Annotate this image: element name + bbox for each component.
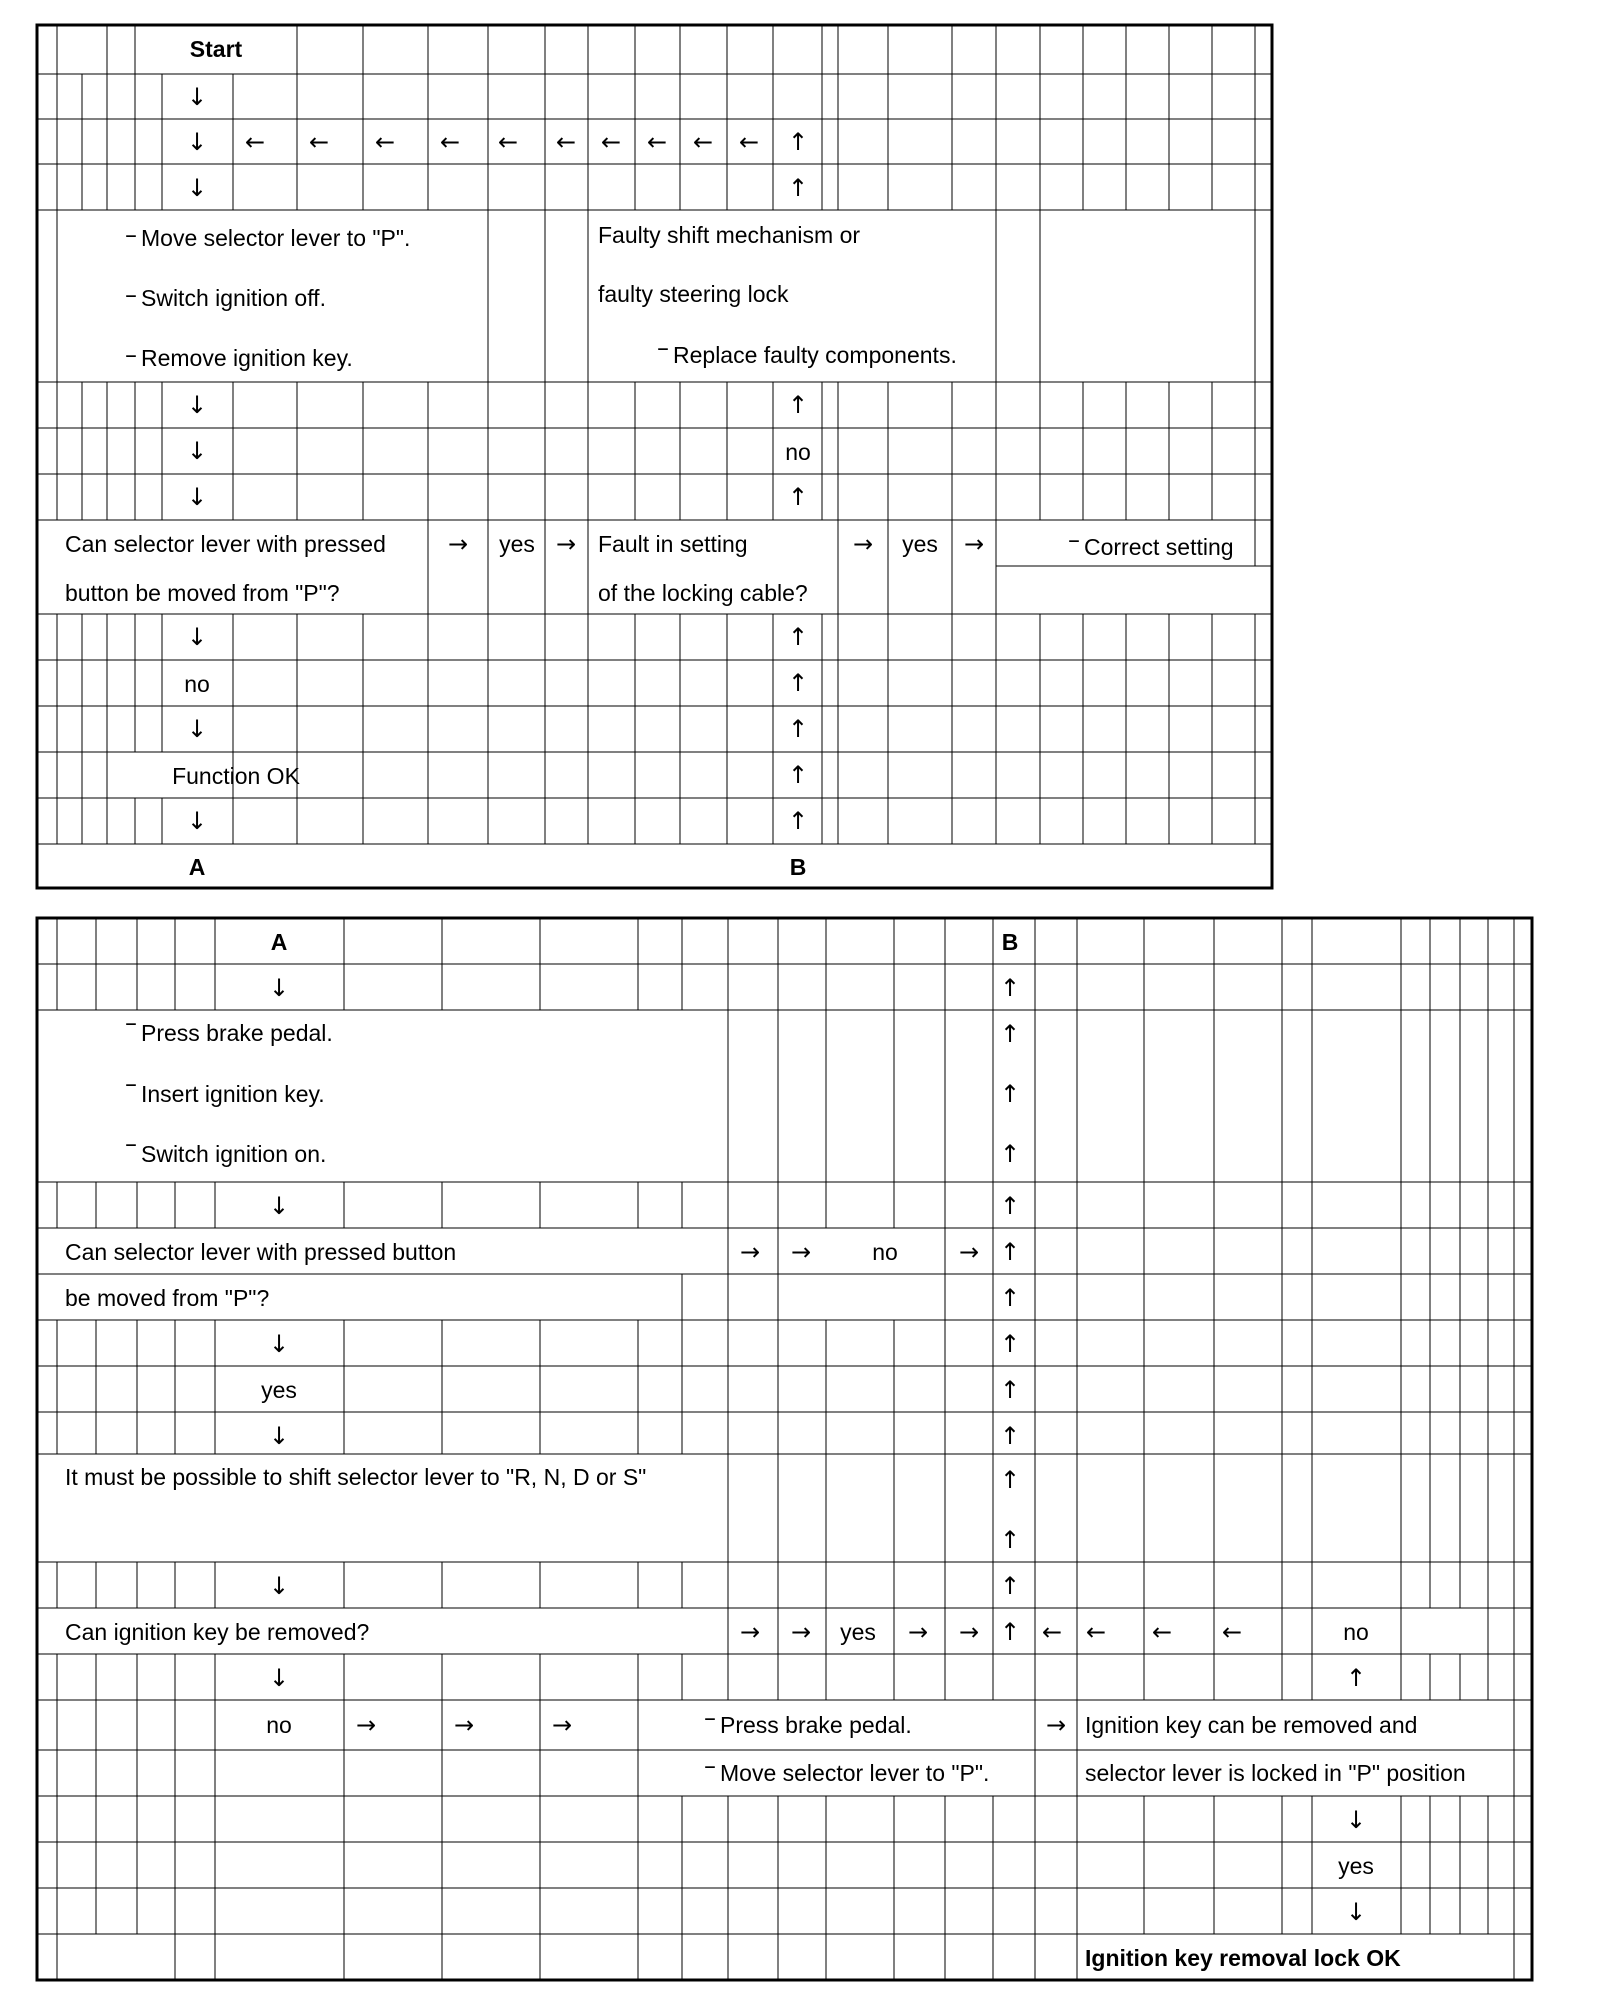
flowchart-top-content — [65, 36, 1234, 880]
arrow-up-icon: ↑ — [999, 1238, 1021, 1266]
arrow-up-icon: ↑ — [999, 1618, 1021, 1646]
arrow-right-icon: → — [790, 1238, 812, 1266]
arrow-left-icon: ← — [646, 128, 668, 156]
bullet-dash-icon: – — [125, 1009, 137, 1037]
arrow-up-icon: ↑ — [999, 1376, 1021, 1404]
no-label: no — [785, 439, 811, 465]
step-ignition-on: Switch ignition on. — [141, 1141, 327, 1167]
function-ok: Function OK — [172, 763, 300, 789]
arrow-down-icon: ↓ — [186, 83, 208, 111]
arrow-down-icon: ↓ — [186, 623, 208, 651]
connector-b: B — [1001, 929, 1019, 955]
arrow-down-icon: ↓ — [268, 1330, 290, 1358]
bullet-dash-icon: – — [125, 221, 137, 249]
arrow-up-icon: ↑ — [787, 128, 809, 156]
arrow-down-icon: ↓ — [186, 715, 208, 743]
arrow-down-icon: ↓ — [186, 391, 208, 419]
arrow-left-icon: ← — [1041, 1618, 1063, 1646]
connector-a: A — [188, 854, 206, 880]
arrow-left-icon: ← — [374, 128, 396, 156]
arrow-up-icon: ↑ — [999, 1466, 1021, 1494]
bullet-dash-icon: – — [704, 1704, 716, 1732]
step2-press-brake: Press brake pedal. — [720, 1712, 912, 1738]
arrow-right-icon: → — [958, 1618, 980, 1646]
step2-move-selector: Move selector lever to "P". — [720, 1760, 990, 1786]
yes-label: yes — [902, 531, 938, 557]
arrow-left-icon: ← — [555, 128, 577, 156]
arrow-left-icon: ← — [1085, 1618, 1107, 1646]
arrow-up-icon: ↑ — [999, 1526, 1021, 1554]
question1-line2: button be moved from "P"? — [65, 580, 340, 606]
question2-line2: of the locking cable? — [598, 580, 808, 606]
arrow-up-icon: ↑ — [787, 669, 809, 697]
arrow-right-icon: → — [1045, 1711, 1067, 1739]
arrow-down-icon: ↓ — [1345, 1806, 1367, 1834]
bullet-dash-icon: – — [125, 1130, 137, 1158]
arrow-right-icon: → — [790, 1618, 812, 1646]
arrow-right-icon: → — [739, 1618, 761, 1646]
arrow-down-icon: ↓ — [186, 483, 208, 511]
bullet-dash-icon: – — [657, 334, 669, 362]
arrow-left-icon: ← — [1151, 1618, 1173, 1646]
arrow-right-icon: → — [453, 1711, 475, 1739]
arrow-up-icon: ↑ — [999, 1140, 1021, 1168]
start-label: Start — [189, 36, 243, 62]
arrow-right-icon: → — [852, 530, 874, 558]
no-label: no — [872, 1239, 898, 1265]
no-label: no — [1343, 1619, 1369, 1645]
step-insert-key: Insert ignition key. — [141, 1081, 325, 1107]
fault-text-2: faulty steering lock — [598, 281, 789, 307]
fault-action: Replace faulty components. — [673, 342, 957, 368]
step-press-brake: Press brake pedal. — [141, 1020, 333, 1046]
question1-line2: be moved from "P"? — [65, 1285, 270, 1311]
yes-label: yes — [1338, 1853, 1374, 1879]
step-switch-ignition-off: Switch ignition off. — [141, 285, 326, 311]
yes-label: yes — [840, 1619, 876, 1645]
shift-text: It must be possible to shift selector lever to "R, N, D or S" — [65, 1464, 647, 1490]
arrow-down-icon: ↓ — [268, 1192, 290, 1220]
arrow-left-icon: ← — [497, 128, 519, 156]
arrow-up-icon: ↑ — [999, 1572, 1021, 1600]
result-line1: Ignition key can be removed and — [1085, 1712, 1418, 1738]
arrow-up-icon: ↑ — [787, 715, 809, 743]
arrow-down-icon: ↓ — [186, 807, 208, 835]
arrow-up-icon: ↑ — [999, 1422, 1021, 1450]
arrow-right-icon: → — [963, 530, 985, 558]
result-line2: selector lever is locked in "P" position — [1085, 1760, 1466, 1786]
question1-line1: Can selector lever with pressed button — [65, 1239, 457, 1265]
arrow-left-icon: ← — [738, 128, 760, 156]
no-label: no — [266, 1712, 292, 1738]
arrow-right-icon: → — [447, 530, 469, 558]
question2: Can ignition key be removed? — [65, 1619, 370, 1645]
arrow-up-icon: ↑ — [787, 623, 809, 651]
question2-line1: Fault in setting — [598, 531, 748, 557]
connector-a: A — [270, 929, 288, 955]
step-move-selector: Move selector lever to "P". — [141, 225, 411, 251]
flowchart-bottom-content — [65, 929, 1466, 1971]
arrow-right-icon: → — [739, 1238, 761, 1266]
flowchart-bottom-grid — [37, 918, 1532, 1980]
arrow-down-icon: ↓ — [268, 1572, 290, 1600]
arrow-down-icon: ↓ — [186, 174, 208, 202]
yes-label: yes — [261, 1377, 297, 1403]
arrow-up-icon: ↑ — [1345, 1664, 1367, 1692]
arrow-right-icon: → — [555, 530, 577, 558]
arrow-up-icon: ↑ — [999, 1192, 1021, 1220]
arrow-up-icon: ↑ — [787, 174, 809, 202]
arrow-up-icon: ↑ — [999, 1284, 1021, 1312]
arrow-up-icon: ↑ — [787, 483, 809, 511]
arrow-up-icon: ↑ — [787, 391, 809, 419]
arrow-left-icon: ← — [439, 128, 461, 156]
arrow-down-icon: ↓ — [1345, 1898, 1367, 1926]
arrow-up-icon: ↑ — [999, 1080, 1021, 1108]
connector-b: B — [789, 854, 807, 880]
arrow-left-icon: ← — [244, 128, 266, 156]
arrow-right-icon: → — [907, 1618, 929, 1646]
arrow-down-icon: ↓ — [186, 437, 208, 465]
arrow-left-icon: ← — [600, 128, 622, 156]
arrow-left-icon: ← — [692, 128, 714, 156]
fault-text-1: Faulty shift mechanism or — [598, 222, 861, 248]
arrow-right-icon: → — [355, 1711, 377, 1739]
bullet-dash-icon: – — [1068, 526, 1080, 554]
arrow-left-icon: ← — [1221, 1618, 1243, 1646]
arrow-left-icon: ← — [308, 128, 330, 156]
bullet-dash-icon: – — [125, 281, 137, 309]
arrow-right-icon: → — [958, 1238, 980, 1266]
bullet-dash-icon: – — [125, 1070, 137, 1098]
no-label: no — [184, 671, 210, 697]
arrow-down-icon: ↓ — [186, 128, 208, 156]
arrow-up-icon: ↑ — [999, 1020, 1021, 1048]
arrow-down-icon: ↓ — [268, 1664, 290, 1692]
yes-label: yes — [499, 531, 535, 557]
arrow-down-icon: ↓ — [268, 974, 290, 1002]
bullet-dash-icon: – — [704, 1752, 716, 1780]
correct-setting: Correct setting — [1084, 534, 1234, 560]
question1-line1: Can selector lever with pressed — [65, 531, 386, 557]
arrow-right-icon: → — [551, 1711, 573, 1739]
bullet-dash-icon: – — [125, 341, 137, 369]
arrow-up-icon: ↑ — [999, 1330, 1021, 1358]
arrow-up-icon: ↑ — [787, 807, 809, 835]
arrow-up-icon: ↑ — [787, 761, 809, 789]
final-result: Ignition key removal lock OK — [1085, 1945, 1401, 1971]
arrow-down-icon: ↓ — [268, 1422, 290, 1450]
step-remove-key: Remove ignition key. — [141, 345, 353, 371]
arrow-up-icon: ↑ — [999, 974, 1021, 1002]
